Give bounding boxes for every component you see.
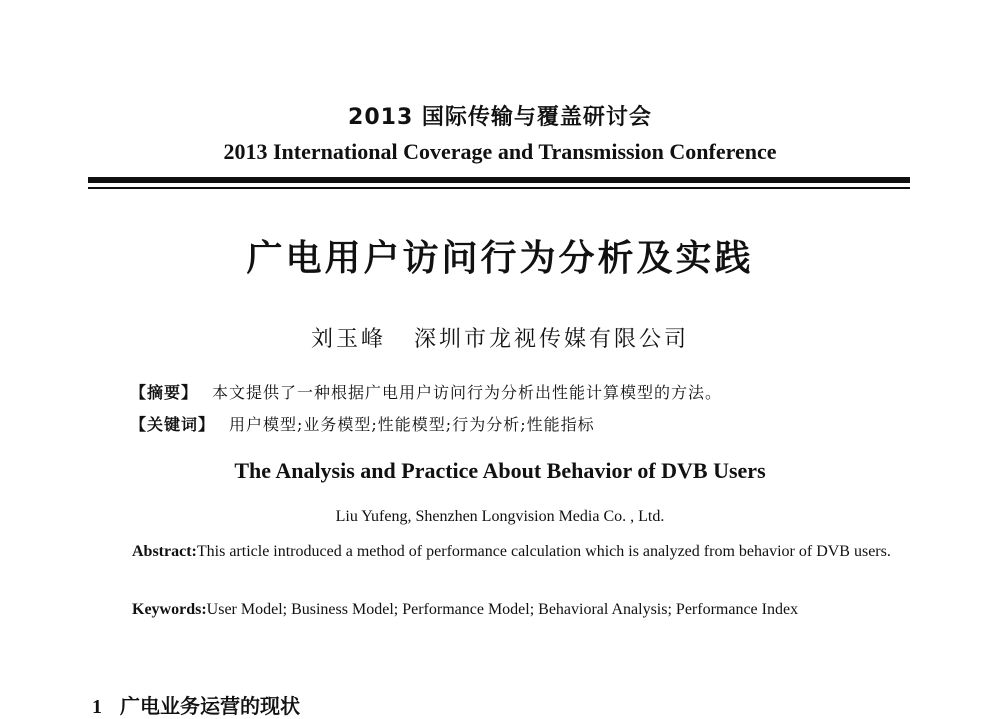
keywords-en-label: Keywords: — [132, 601, 207, 618]
abstract-cn — [130, 380, 722, 403]
abstract-en-text: This article introduced a method of performance calculation which is analyzed from behavior of DVB users. — [196, 543, 891, 560]
keywords-en — [88, 594, 912, 625]
paper-title-cn: 广电用户访问行为分析及实践 — [246, 238, 754, 279]
keywords-cn — [130, 412, 595, 435]
keywords-en-text: User Model; Business Model; Performance Model; Behavioral Analysis; Performance Index — [206, 601, 799, 618]
header-rule-thick — [88, 177, 910, 183]
section-number: 1 — [92, 696, 102, 718]
abstract-cn-text: 本文提供了一种根据广电用户访问行为分析出性能计算模型的方法。 — [212, 383, 723, 402]
keywords-cn-text: 用户模型;业务模型;性能模型;行为分析;性能指标 — [229, 415, 595, 434]
abstract-en-label: Abstract: — [132, 543, 197, 560]
header-rule-thin — [88, 187, 910, 189]
keywords-cn-label: 【关键词】 — [130, 415, 216, 434]
section-heading — [92, 690, 300, 719]
author-name-cn: 刘玉峰 — [310, 327, 386, 352]
conference-title-cn: 2013 国际传输与覆盖研讨会 — [348, 105, 652, 130]
paper-title-en: The Analysis and Practice About Behavior of DVB Users — [234, 458, 766, 483]
conference-title-en: 2013 International Coverage and Transmission Conference — [223, 139, 777, 164]
abstract-cn-label: 【摘要】 — [130, 383, 199, 402]
abstract-en — [88, 536, 912, 567]
author-line-cn — [0, 322, 1000, 353]
section-title: 广电业务运营的现状 — [120, 694, 300, 718]
author-affiliation-cn: 深圳市龙视传媒有限公司 — [414, 327, 690, 352]
author-line-en: Liu Yufeng, Shenzhen Longvision Media Co. , Ltd. — [335, 508, 665, 525]
